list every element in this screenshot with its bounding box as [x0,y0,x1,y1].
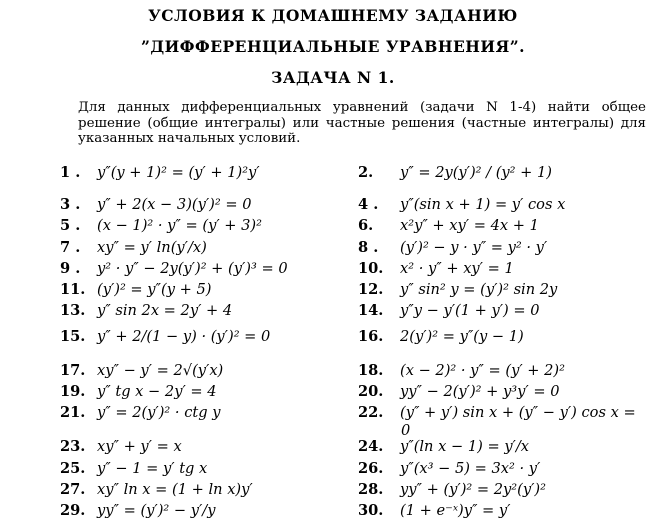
problem-number: 10. [358,260,384,277]
intro-text: Для данных дифференциальных уравнений (задачи N 1-4) найти общее решение (общие интегралы) или частные решения (частные интегралы) для указанных начальных условий. [78,100,646,146]
problem-equation: y″ = 2y(y′)² / (y² + 1) [400,164,552,181]
problem-number: 11. [60,281,86,298]
problem-number: 3 . [60,196,81,213]
problem-number: 12. [358,281,384,298]
problem-number: 28. [358,481,384,498]
problem-equation: y″(y + 1)² = (y′ + 1)²y′ [97,164,260,181]
problem-equation: y″ sin 2x = 2y′ + 4 [97,302,233,319]
problem-equation: yy″ + (y′)² = 2y²(y′)² [400,481,546,498]
problem-equation: y² · y″ − 2y(y′)² + (y′)³ = 0 [97,260,288,277]
problem-equation: y″ tg x − 2y′ = 4 [97,383,217,400]
problem-number: 25. [60,460,86,477]
problem-number: 4 . [358,196,379,213]
problem-number: 22. [358,404,384,421]
problem-number: 23. [60,438,86,455]
problem-number: 16. [358,328,384,345]
problem-equation: (1 + e⁻ˣ)y″ = y′ [400,502,511,519]
problem-number: 2. [358,164,374,181]
problem-number: 20. [358,383,384,400]
problem-equation: y″ + 2/(1 − y) · (y′)² = 0 [97,328,271,345]
problem-number: 30. [358,502,384,519]
problem-number: 7 . [60,239,81,256]
problem-equation: y″ + 2(x − 3)(y′)² = 0 [97,196,252,213]
problem-number: 1 . [60,164,81,181]
problem-number: 29. [60,502,86,519]
problem-equation: y″ − 1 = y′ tg x [97,460,208,477]
problem-equation: xy″ + y′ = x [97,438,182,455]
problem-equation: y″y − y′(1 + y′) = 0 [400,302,540,319]
problem-number: 26. [358,460,384,477]
problem-equation: (y″ + y′) sin x + (y″ − y′) cos x = [400,404,636,421]
header-subtitle: ”ДИФФЕРЕНЦИАЛЬНЫЕ УРАВНЕНИЯ”. [140,37,526,56]
problem-equation: yy″ = (y′)² − y′/y [97,502,216,519]
problem-number: 27. [60,481,86,498]
problem-equation: (y′)² = y″(y + 5) [97,281,212,298]
problem-equation: y″ sin² y = (y′)² sin 2y [400,281,558,298]
problem-equation: y″(sin x + 1) = y′ cos x [400,196,566,213]
problem-number: 15. [60,328,86,345]
problem-number: 18. [358,362,384,379]
problem-equation: (x − 2)² · y″ = (y′ + 2)² [400,362,565,379]
problem-equation: xy″ − y′ = 2√(y′x) [97,362,224,379]
problem-equation: y″(x³ − 5) = 3x² · y′ [400,460,541,477]
intro-paragraph [78,100,646,147]
problem-number: 17. [60,362,86,379]
problem-equation: x² · y″ + xy′ = 1 [400,260,514,277]
problem-equation: y″ = 2(y′)² · ctg y [97,404,221,421]
problem-number: 24. [358,438,384,455]
problem-number: 6. [358,217,374,234]
problem-equation: xy″ ln x = (1 + ln x)y′ [97,481,253,498]
problem-number: 19. [60,383,86,400]
task-heading: ЗАДАЧА N 1. [271,68,395,87]
problem-equation: xy″ = y′ ln(y′/x) [97,239,207,256]
problem-number: 14. [358,302,384,319]
problem-equation: y″(ln x − 1) = y′/x [400,438,530,455]
problem-22-continuation: 0 [401,422,411,439]
header-title: УСЛОВИЯ К ДОМАШНЕМУ ЗАДАНИЮ [148,6,518,25]
problem-number: 21. [60,404,86,421]
problem-equation: x²y″ + xy′ = 4x + 1 [400,217,539,234]
problem-number: 8 . [358,239,379,256]
problem-equation: (x − 1)² · y″ = (y′ + 3)² [97,217,262,234]
problem-number: 9 . [60,260,81,277]
problem-number: 5 . [60,217,81,234]
problem-number: 13. [60,302,86,319]
problem-equation: (y′)² − y · y″ = y² · y′ [400,239,548,256]
problem-equation: yy″ − 2(y′)² + y³y′ = 0 [400,383,560,400]
problem-equation: 2(y′)² = y″(y − 1) [400,328,524,345]
